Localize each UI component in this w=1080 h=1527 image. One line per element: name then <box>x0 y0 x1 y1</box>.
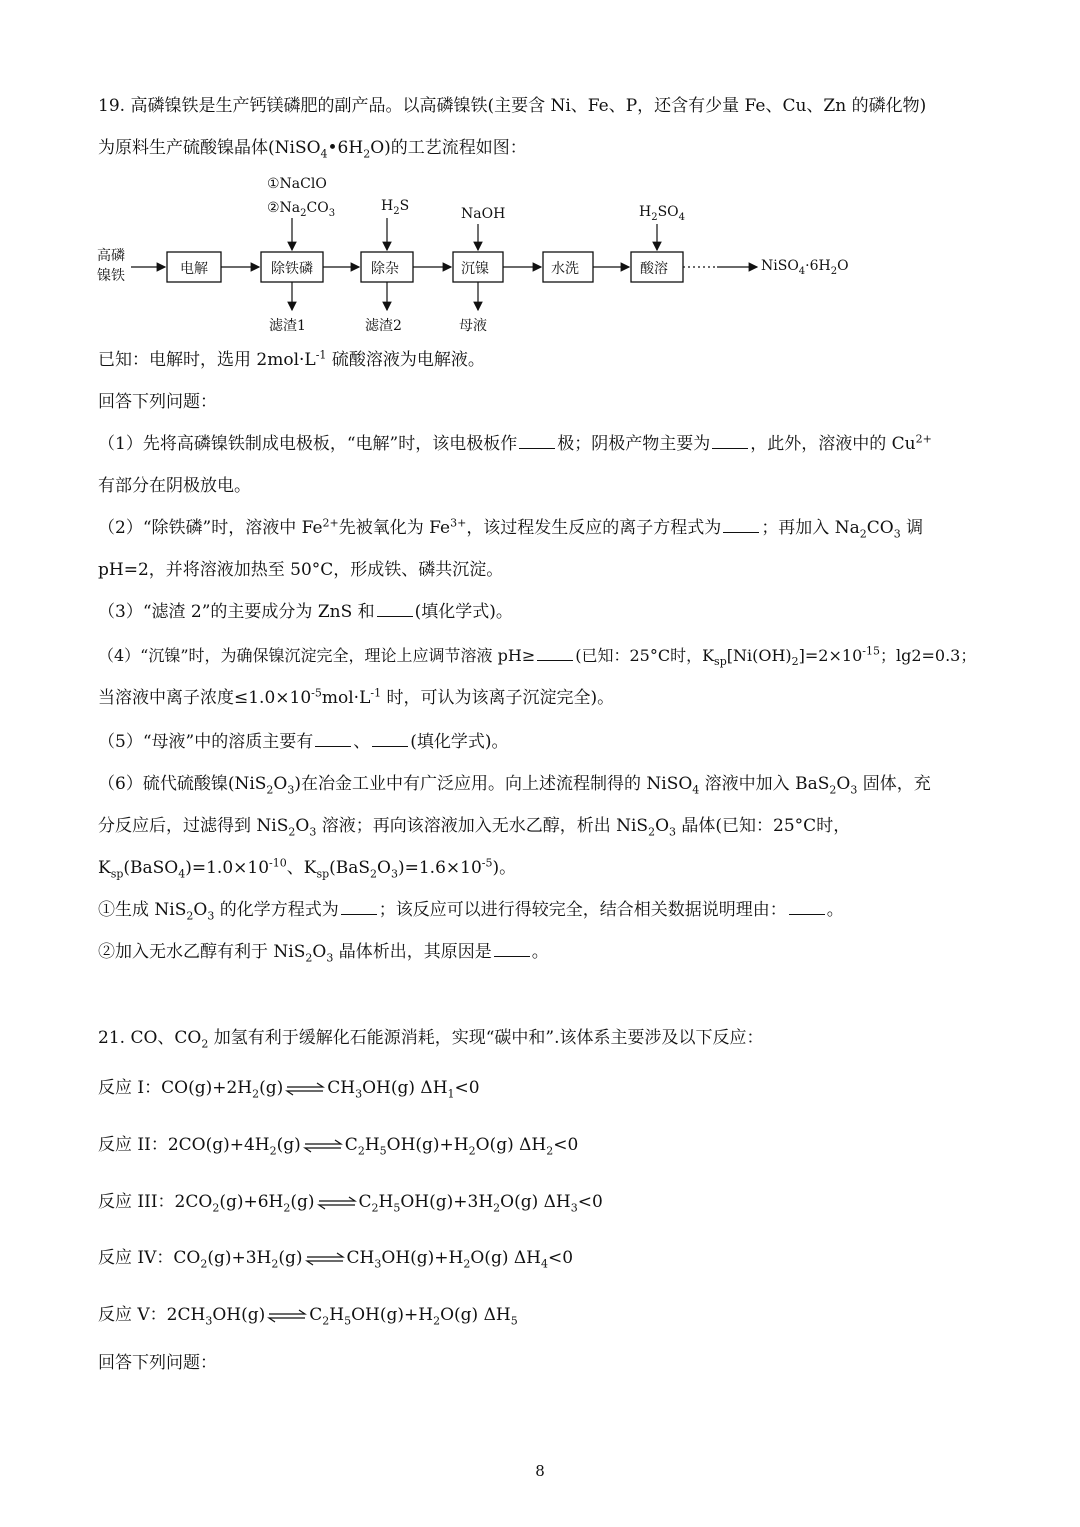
q21-reaction-5: 反应 V：$2CH_3OH(g)$ $C_2H_5OH(g)+H_2O(g)$ $\Delta H_5$ <box>98 1305 518 1328</box>
answer-blank[interactable] <box>519 434 555 449</box>
q19-part4-line2: 当溶液中离子浓度$\le 1.0\times 10^{-5}mol\cdot L^{-1}$ 时，可认为该离子沉淀完全)。 <box>98 686 615 708</box>
q19-part1-line1: （1）先将高磷镍铁制成电极板，“电解”时，该电极板作 极；阴极产物主要为 ，此外，溶液中的 $Cu^{2+}$ <box>98 432 932 454</box>
q19-intro-line2: 为原料生产硫酸镍晶体$(NiSO_4•6H_2O)$的工艺流程如图： <box>98 138 527 161</box>
q19-answer-prompt: 回答下列问题： <box>98 392 217 412</box>
equilibrium-arrow-icon <box>317 1196 357 1210</box>
answer-blank[interactable] <box>372 732 408 747</box>
svg-text:沉镍: 沉镍 <box>461 261 489 277</box>
q19-part6-line3: $K_{sp}(BaSO_4)=1.0\times 10^{-10}$、$K_{sp}(BaS_2O_3)=1.6\times 10^{-5}$)。 <box>98 856 517 881</box>
flow-start-label-1: 高磷 <box>97 248 125 264</box>
svg-text:除铁磷: 除铁磷 <box>271 261 313 277</box>
answer-blank[interactable] <box>537 646 573 661</box>
byproduct-residue-2: 滤渣2 <box>365 318 402 334</box>
answer-blank[interactable] <box>377 602 413 617</box>
byproduct-mother-liquor: 母液 <box>459 318 487 334</box>
answer-blank[interactable] <box>341 900 377 915</box>
reagent-h2so4: $H_2SO_4$ <box>639 204 686 223</box>
answer-blank[interactable] <box>723 518 759 533</box>
q19-part6-line1: （6）硫代硫酸镍$(NiS_2O_3)$在冶金工业中有广泛应用。向上述流程制得的 NiSO$_4$ 溶液中加入 $BaS_2O_3$ 固体，充 <box>98 774 931 797</box>
flow-start-label-2: 镍铁 <box>97 268 125 284</box>
q19-part1-line2: 有部分在阴极放电。 <box>98 476 251 496</box>
svg-text:酸溶: 酸溶 <box>640 261 668 277</box>
svg-text:除杂: 除杂 <box>371 261 399 277</box>
q19-part4-line1: （4）“沉镍”时，为确保镍沉淀完全，理论上应调节溶液 pH≥ (已知：25°C时，$K_{sp}[Ni(OH)_2]=2\times 10^{-15}$；lg2=0.3； <box>98 644 977 669</box>
q21-intro: 21. CO、$CO_2$ 加氢有利于缓解化石能源消耗，实现“碳中和”.该体系主要涉及以下反应： <box>98 1028 764 1051</box>
svg-text:电解: 电解 <box>180 261 208 277</box>
q19-part2-line2: pH=2，并将溶液加热至 50°C，形成铁、磷共沉淀。 <box>98 560 504 580</box>
q21-reaction-3: 反应 III：$2CO_2(g)+6H_2(g)$ $C_2H_5OH(g)+3H_2O(g)$ $\Delta H_3<0$ <box>98 1192 603 1215</box>
answer-blank[interactable] <box>789 900 825 915</box>
equilibrium-arrow-icon <box>303 1139 343 1153</box>
byproduct-residue-1: 滤渣1 <box>269 318 306 334</box>
q19-part5: （5）“母液”中的溶质主要有 、 (填化学式)。 <box>98 732 509 752</box>
q19-intro-line1: 19. 高磷镍铁是生产钙镁磷肥的副产品。以高磷镍铁(主要含 Ni、Fe、P，还含有少量 Fe、Cu、Zn 的磷化物) <box>98 96 927 116</box>
q19-known: 已知：电解时，选用 $2mol\cdot L^{-1}$ 硫酸溶液为电解液。 <box>98 348 485 370</box>
reagent-na2co3: $②Na_2CO_3$ <box>267 200 336 219</box>
q19-part3: （3）“滤渣 2”的主要成分为 ZnS 和 (填化学式)。 <box>98 602 513 622</box>
q21-reaction-4: 反应 IV：$CO_2(g)+3H_2(g)$ $CH_3OH(g)+H_2O(g)$ $\Delta H_4<0$ <box>98 1248 574 1271</box>
q19-part2-line1: （2）“除铁磷”时，溶液中 $Fe^{2+}$先被氧化为 $Fe^{3+}$，该过程发生反应的离子方程式为 ；再加入 $Na_2CO_3$ 调 <box>98 516 924 541</box>
page-number: 8 <box>535 1462 545 1480</box>
q21-answer-prompt: 回答下列问题： <box>98 1353 217 1373</box>
flow-product: $NiSO_4\cdot 6H_2O$ <box>761 258 849 277</box>
q21-reaction-2: 反应 II：$2CO(g)+4H_2(g)$ $C_2H_5OH(g)+H_2O(g)$ $\Delta H_2<0$ <box>98 1135 579 1158</box>
q19-part6-line2: 分反应后，过滤得到 $NiS_2O_3$ 溶液；再向该溶液加入无水乙醇，析出 $NiS_2O_3$ 晶体(已知：25°C时， <box>98 816 851 839</box>
equilibrium-arrow-icon <box>285 1082 325 1096</box>
answer-blank[interactable] <box>315 732 351 747</box>
equilibrium-arrow-icon <box>267 1309 307 1323</box>
q19-part6-sub2: ②加入无水乙醇有利于 $NiS_2O_3$ 晶体析出，其原因是 。 <box>98 942 549 965</box>
answer-blank[interactable] <box>712 434 748 449</box>
q19-part6-sub1: ①生成 $NiS_2O_3$ 的化学方程式为 ；该反应可以进行得较完全，结合相关数据说明理由： 。 <box>98 900 844 923</box>
q21-reaction-1: 反应 I：$CO(g)+2H_2(g)$ $CH_3OH(g)$ $\Delta H_1<0$ <box>98 1078 480 1101</box>
reagent-h2s: $H_2S$ <box>381 198 410 217</box>
answer-blank[interactable] <box>494 942 530 957</box>
svg-text:水洗: 水洗 <box>551 261 579 277</box>
reagent-naoh: NaOH <box>461 206 506 222</box>
reagent-naclo: ①NaClO <box>267 176 327 192</box>
equilibrium-arrow-icon <box>305 1252 345 1266</box>
process-flow-diagram <box>95 170 885 340</box>
